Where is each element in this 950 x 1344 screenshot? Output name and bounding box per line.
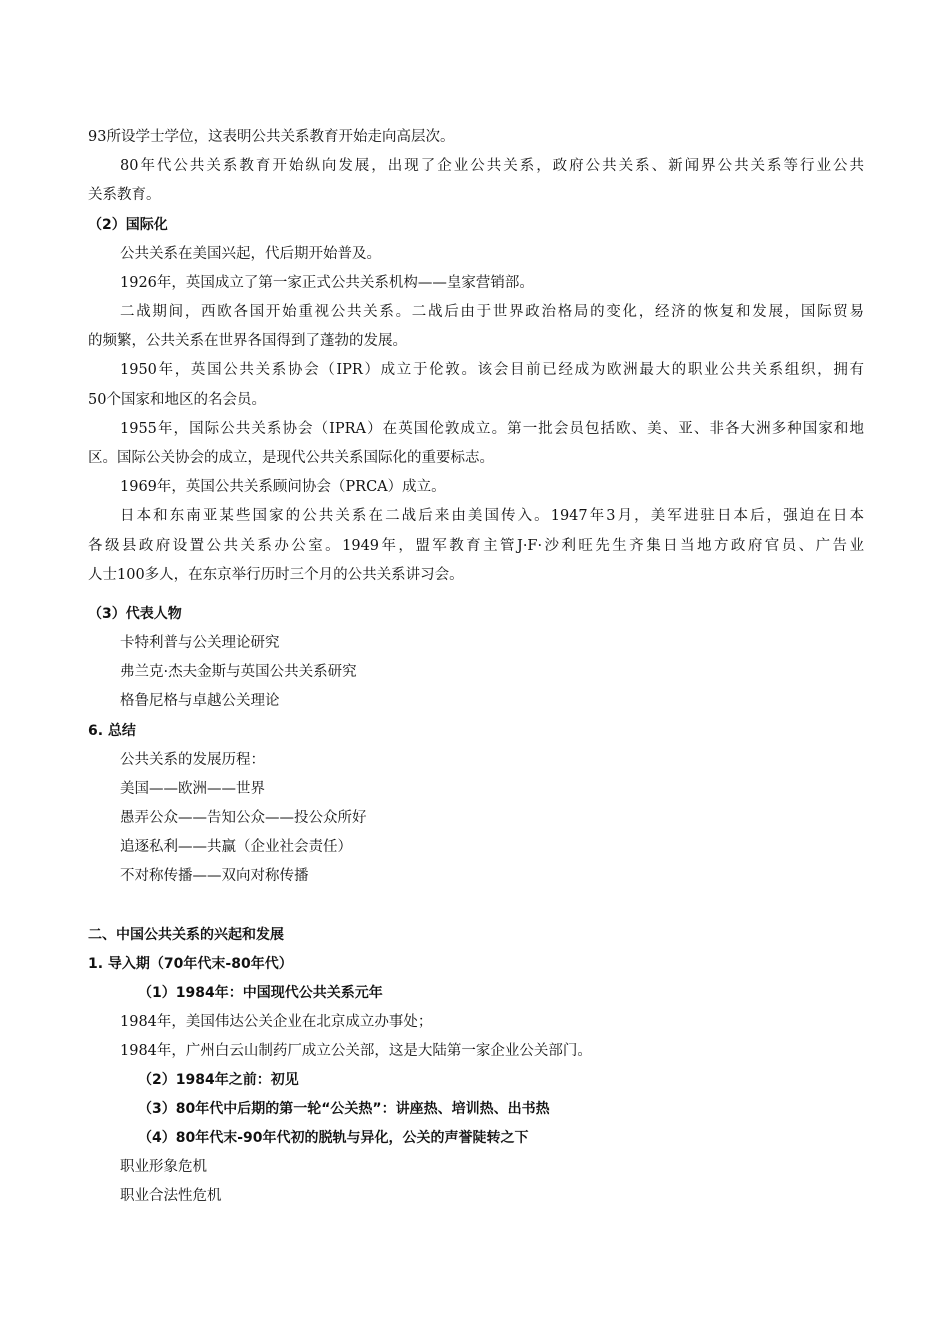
paragraph-line: 公共关系的发展历程： bbox=[120, 752, 265, 768]
paragraph-line: 区。国际公关协会的成立，是现代公共关系国际化的重要标志。 bbox=[88, 450, 494, 466]
paragraph-line: 1969年，英国公共关系顾问协会（PRCA）成立。 bbox=[120, 479, 446, 495]
section-heading: 6. 总结 bbox=[88, 723, 136, 739]
subsection-heading: （4）80年代末-90年代初的脱轨与异化，公关的声誉陡转之下 bbox=[138, 1130, 529, 1146]
section-heading: （2）国际化 bbox=[88, 217, 168, 233]
paragraph-line: 1926年，英国成立了第一家正式公共关系机构——皇家营销部。 bbox=[120, 275, 534, 291]
paragraph-line: 关系教育。 bbox=[88, 187, 161, 203]
paragraph-line: 公共关系在美国兴起，代后期开始普及。 bbox=[120, 246, 381, 262]
list-item: 不对称传播——双向对称传播 bbox=[120, 868, 309, 884]
section-heading: （3）代表人物 bbox=[88, 606, 182, 622]
list-item: 愚弄公众——告知公众——投公众所好 bbox=[120, 810, 367, 826]
chapter-heading: 二、中国公共关系的兴起和发展 bbox=[88, 927, 284, 943]
list-item: 卡特利普与公关理论研究 bbox=[120, 635, 280, 651]
paragraph-line: 1984年，美国伟达公关企业在北京成立办事处； bbox=[120, 1014, 433, 1030]
list-item: 美国——欧洲——世界 bbox=[120, 781, 265, 797]
paragraph-line: 人士100多人，在东京举行历时三个月的公共关系讲习会。 bbox=[88, 567, 464, 583]
list-item: 追逐私利——共赢（企业社会责任） bbox=[120, 839, 352, 855]
paragraph-line: 50个国家和地区的名会员。 bbox=[88, 392, 266, 408]
subsection-heading: （2）1984年之前：初见 bbox=[138, 1072, 299, 1088]
paragraph-line: 各级县政府设置公共关系办公室。1949年，盟军教育主管J·F·沙利旺先生齐集日当地方政府官员、广告业 bbox=[88, 538, 864, 554]
paragraph-line: 1984年，广州白云山制药厂成立公关部，这是大陆第一家企业公关部门。 bbox=[120, 1043, 592, 1059]
section-heading: 1. 导入期（70年代末-80年代） bbox=[88, 956, 293, 972]
list-item: 职业形象危机 bbox=[120, 1159, 207, 1175]
paragraph-line: 80年代公共关系教育开始纵向发展，出现了企业公共关系，政府公共关系、新闻界公共关系等行业公共 bbox=[120, 158, 864, 174]
paragraph-line: 1950年，英国公共关系协会（IPR）成立于伦敦。该会目前已经成为欧洲最大的职业公共关系组织，拥有 bbox=[120, 362, 864, 378]
paragraph-line: 的频繁，公共关系在世界各国得到了蓬勃的发展。 bbox=[88, 333, 407, 349]
paragraph-line: 日本和东南亚某些国家的公共关系在二战后来由美国传入。1947年3月，美军进驻日本后，强迫在日本 bbox=[120, 508, 864, 524]
subsection-heading: （1）1984年：中国现代公共关系元年 bbox=[138, 985, 383, 1001]
list-item: 弗兰克·杰夫金斯与英国公共关系研究 bbox=[120, 664, 357, 680]
subsection-heading: （3）80年代中后期的第一轮“公关热”：讲座热、培训热、出书热 bbox=[138, 1101, 550, 1117]
paragraph-line: 93所设学士学位，这表明公共关系教育开始走向高层次。 bbox=[88, 129, 455, 145]
list-item: 职业合法性危机 bbox=[120, 1188, 222, 1204]
paragraph-line: 二战期间，西欧各国开始重视公共关系。二战后由于世界政治格局的变化，经济的恢复和发展，国际贸易 bbox=[120, 304, 864, 320]
paragraph-line: 1955年，国际公共关系协会（IPRA）在英国伦敦成立。第一批会员包括欧、美、亚、非各大洲多种国家和地 bbox=[120, 421, 864, 437]
list-item: 格鲁尼格与卓越公关理论 bbox=[120, 693, 280, 709]
